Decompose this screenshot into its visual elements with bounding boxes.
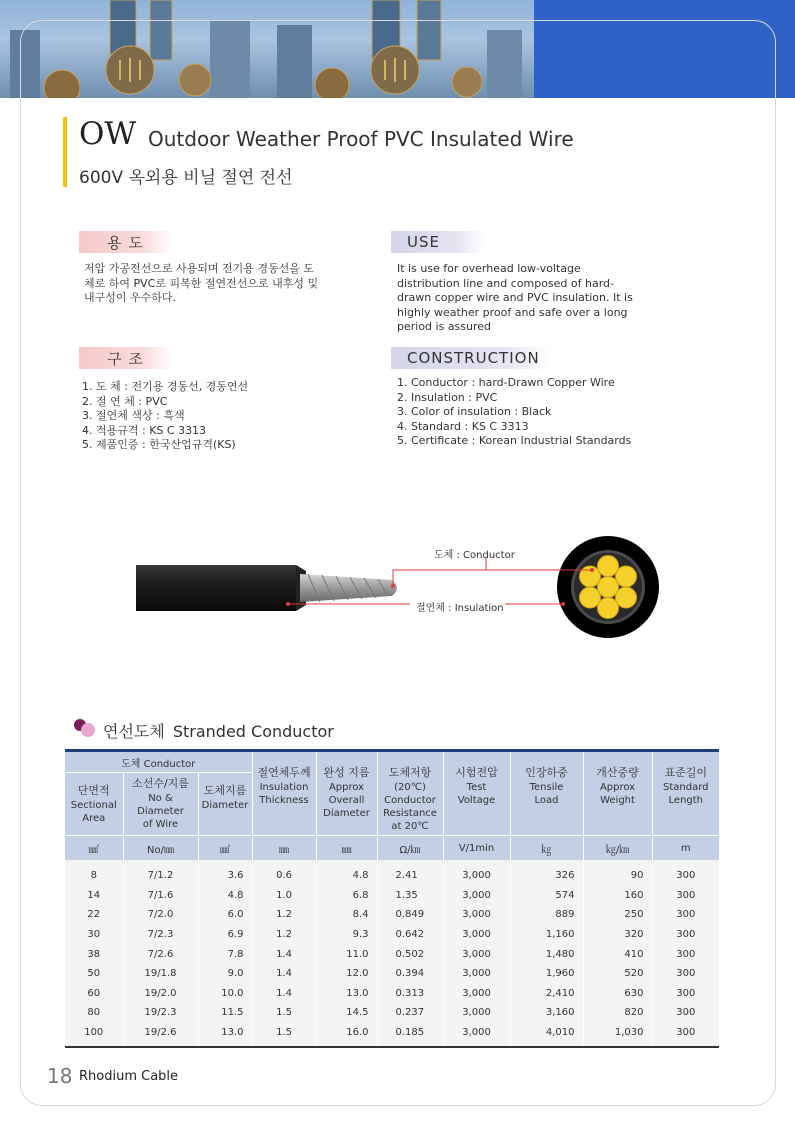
table-row bbox=[65, 1023, 719, 1048]
table-cell: 38 bbox=[65, 944, 123, 964]
construction-en-line: 5. Certificate : Korean Industrial Standards bbox=[397, 434, 632, 447]
table-cell: 4,010 bbox=[510, 1023, 583, 1048]
table-row bbox=[65, 886, 719, 906]
table-cell: 9.3 bbox=[316, 925, 377, 945]
table-cell: 0.642 bbox=[377, 925, 443, 945]
table-cell: 80 bbox=[65, 1003, 123, 1023]
use-en-line: It is use for overhead low-voltage bbox=[397, 262, 581, 275]
table-cell: 11.0 bbox=[316, 944, 377, 964]
table-cell: 100 bbox=[65, 1023, 123, 1048]
col-header-test-voltage bbox=[443, 751, 510, 836]
table-cell: 0.394 bbox=[377, 964, 443, 984]
use-ko-line: 내구성이 우수하다. bbox=[84, 291, 177, 304]
col-en: Diameter bbox=[201, 799, 249, 811]
use-ko-line: 저압 가공전선으로 사용되며 전기용 경동선을 도 bbox=[84, 262, 315, 275]
table-row bbox=[65, 860, 719, 886]
table-cell: 90 bbox=[583, 860, 652, 886]
unit-cell: ㎏/㎞ bbox=[583, 836, 652, 861]
table-cell: 13.0 bbox=[198, 1023, 252, 1048]
table-cell: 6.9 bbox=[198, 925, 252, 945]
table-cell: 326 bbox=[510, 860, 583, 886]
table-cell: 4.8 bbox=[198, 886, 252, 906]
table-cell: 1,960 bbox=[510, 964, 583, 984]
table-cell: 14 bbox=[65, 886, 123, 906]
construction-en-line: 1. Conductor : hard-Drawn Copper Wire bbox=[397, 376, 615, 389]
table-cell: 3,000 bbox=[443, 1023, 510, 1048]
col-en: (20℃) bbox=[394, 782, 426, 793]
table-cell: 12.0 bbox=[316, 964, 377, 984]
table-row bbox=[65, 964, 719, 984]
use-en-line: highly weather proof and safe over a long bbox=[397, 305, 628, 319]
table-cell: 2,410 bbox=[510, 984, 583, 1004]
table-cell: 300 bbox=[652, 1003, 719, 1023]
table-cell: 820 bbox=[583, 1003, 652, 1023]
col-header-conductor-resistance bbox=[377, 751, 443, 836]
table-cell: 3,000 bbox=[443, 860, 510, 886]
table-cell: 1,160 bbox=[510, 925, 583, 945]
table-cell: 1,480 bbox=[510, 944, 583, 964]
table-cell: 8.4 bbox=[316, 905, 377, 925]
col-en: Tensile bbox=[529, 782, 564, 793]
use-en-line: distribution line and composed of hard- bbox=[397, 276, 614, 290]
table-cell: 6.8 bbox=[316, 886, 377, 906]
table-cell: 19/2.0 bbox=[123, 984, 198, 1004]
table-cell: 160 bbox=[583, 886, 652, 906]
col-en: Approx bbox=[328, 782, 365, 793]
col-en: Conductor bbox=[384, 795, 436, 806]
table-cell: 0.185 bbox=[377, 1023, 443, 1048]
table-cell: 320 bbox=[583, 925, 652, 945]
table-cell: 0.849 bbox=[377, 905, 443, 925]
table-row bbox=[65, 944, 719, 964]
col-header-standard-length bbox=[652, 751, 719, 836]
product-code: OW bbox=[79, 116, 137, 152]
table-cell: 1.0 bbox=[252, 886, 316, 906]
unit-cell: V/1min bbox=[443, 836, 510, 861]
col-ko: 인장하중 bbox=[525, 766, 568, 779]
col-en: of Wire bbox=[142, 819, 179, 830]
table-cell: 6.0 bbox=[198, 905, 252, 925]
table-cell: 1.2 bbox=[252, 905, 316, 925]
table-cell: 13.0 bbox=[316, 984, 377, 1004]
table-cell: 889 bbox=[510, 905, 583, 925]
table-cell: 300 bbox=[652, 944, 719, 964]
table-cell: 3,160 bbox=[510, 1003, 583, 1023]
col-ko: 절연체두께 bbox=[257, 766, 311, 779]
col-en: Thickness bbox=[259, 795, 309, 806]
table-cell: 1.4 bbox=[252, 944, 316, 964]
table-cell: 410 bbox=[583, 944, 652, 964]
table-cell: 3,000 bbox=[443, 944, 510, 964]
table-cell: 300 bbox=[652, 925, 719, 945]
table-cell: 8 bbox=[65, 860, 123, 886]
table-cell: 10.0 bbox=[198, 984, 252, 1004]
col-en: Diameter bbox=[323, 808, 370, 819]
table-cell: 1.4 bbox=[252, 964, 316, 984]
table-cell: 3,000 bbox=[443, 984, 510, 1004]
table-cell: 7/2.3 bbox=[123, 925, 198, 945]
table-cell: 30 bbox=[65, 925, 123, 945]
conductor-group-header: 도체 Conductor bbox=[65, 751, 252, 773]
col-ko: 표준길이 bbox=[664, 766, 708, 779]
use-label-en: USE bbox=[391, 231, 484, 253]
table-cell: 19/2.3 bbox=[123, 1003, 198, 1023]
col-ko: 시험전압 bbox=[455, 766, 498, 779]
brand-name: Rhodium Cable bbox=[79, 1069, 179, 1084]
table-cell: 300 bbox=[652, 1023, 719, 1048]
col-en: Area bbox=[82, 812, 106, 824]
table-cell: 1.5 bbox=[252, 1003, 316, 1023]
col-header-tensile-load bbox=[510, 751, 583, 836]
col-en: Overall bbox=[328, 795, 365, 806]
table-row bbox=[65, 1003, 719, 1023]
table-title-ko: 연선도체 bbox=[103, 722, 165, 741]
unit-cell: No/㎜ bbox=[123, 836, 198, 861]
col-en: at 20℃ bbox=[391, 821, 429, 832]
col-ko: 완성 지름 bbox=[323, 766, 370, 779]
unit-cell: ㎟ bbox=[198, 836, 252, 861]
bullet-dots-icon bbox=[72, 717, 98, 739]
table-cell: 19/2.6 bbox=[123, 1023, 198, 1048]
col-ko: 개산중량 bbox=[596, 766, 639, 779]
table-section-title bbox=[103, 719, 334, 742]
unit-cell: m bbox=[652, 836, 719, 861]
table-cell: 3,000 bbox=[443, 886, 510, 906]
table-cell: 1.35 bbox=[377, 886, 443, 906]
col-en: Length bbox=[668, 795, 704, 806]
table-cell: 3,000 bbox=[443, 925, 510, 945]
spec-table bbox=[65, 749, 719, 1048]
col-en: No & Diameter bbox=[137, 793, 184, 817]
col-en: Resistance bbox=[383, 808, 437, 819]
table-cell: 0.502 bbox=[377, 944, 443, 964]
construction-label-en: CONSTRUCTION bbox=[391, 347, 551, 369]
col-ko: 도체지름 bbox=[203, 783, 247, 797]
table-cell: 7/2.0 bbox=[123, 905, 198, 925]
use-text-en bbox=[397, 262, 633, 335]
table-cell: 1.4 bbox=[252, 984, 316, 1004]
table-cell: 3.6 bbox=[198, 860, 252, 886]
col-en: Sectional bbox=[70, 799, 117, 811]
col-en: Standard bbox=[663, 782, 709, 793]
table-cell: 22 bbox=[65, 905, 123, 925]
col-en: Test bbox=[466, 782, 487, 793]
product-title-ko: 600V 옥외용 비닐 절연 전선 bbox=[79, 168, 293, 188]
construction-text-ko bbox=[82, 380, 248, 453]
table-cell: 300 bbox=[652, 964, 719, 984]
table-cell: 1.2 bbox=[252, 925, 316, 945]
table-cell: 574 bbox=[510, 886, 583, 906]
construction-label-ko: 구 조 bbox=[79, 347, 172, 369]
table-cell: 11.5 bbox=[198, 1003, 252, 1023]
col-header-overall-diameter bbox=[316, 751, 377, 836]
use-label-ko: 용 도 bbox=[79, 231, 172, 253]
col-en: Insulation bbox=[259, 782, 309, 793]
table-cell: 2.41 bbox=[377, 860, 443, 886]
construction-en-line: 2. Insulation : PVC bbox=[397, 390, 498, 404]
use-ko-line: 체로 하여 PVC로 피복한 절연전선으로 내후성 및 bbox=[84, 276, 319, 290]
use-text-ko bbox=[84, 262, 318, 306]
table-cell: 300 bbox=[652, 905, 719, 925]
unit-cell: Ω/㎞ bbox=[377, 836, 443, 861]
table-cell: 1.5 bbox=[252, 1023, 316, 1048]
construction-ko-line: 1. 도 체 : 전기용 경동선, 경동연선 bbox=[82, 380, 249, 393]
table-cell: 0.6 bbox=[252, 860, 316, 886]
table-cell: 250 bbox=[583, 905, 652, 925]
table-cell: 50 bbox=[65, 964, 123, 984]
construction-text-en bbox=[397, 376, 631, 449]
table-cell: 0.237 bbox=[377, 1003, 443, 1023]
table-cell: 60 bbox=[65, 984, 123, 1004]
construction-ko-line: 2. 절 연 체 : PVC bbox=[82, 394, 168, 408]
spec-table-body bbox=[65, 860, 719, 1047]
product-title-en: Outdoor Weather Proof PVC Insulated Wire bbox=[148, 127, 574, 151]
construction-ko-line: 5. 제품인증 : 한국산업규격(KS) bbox=[82, 438, 236, 451]
table-cell: 7/1.2 bbox=[123, 860, 198, 886]
table-cell: 19/1.8 bbox=[123, 964, 198, 984]
table-cell: 3,000 bbox=[443, 905, 510, 925]
table-title-en: Stranded Conductor bbox=[172, 722, 334, 741]
unit-cell: ㎟ bbox=[65, 836, 123, 861]
use-en-line: drawn copper wire and PVC insulation. It is bbox=[397, 291, 633, 304]
table-cell: 0.313 bbox=[377, 984, 443, 1004]
title-accent-bar bbox=[63, 117, 67, 187]
table-cell: 16.0 bbox=[316, 1023, 377, 1048]
use-en-line: period is assured bbox=[397, 320, 492, 333]
table-cell: 9.0 bbox=[198, 964, 252, 984]
table-cell: 630 bbox=[583, 984, 652, 1004]
table-cell: 300 bbox=[652, 984, 719, 1004]
col-header-wire-no-diameter bbox=[123, 773, 198, 836]
col-header-sectional-area bbox=[65, 773, 123, 836]
table-cell: 7/1.6 bbox=[123, 886, 198, 906]
col-header-approx-weight bbox=[583, 751, 652, 836]
col-en: Approx bbox=[599, 782, 636, 793]
table-cell: 300 bbox=[652, 886, 719, 906]
table-row bbox=[65, 984, 719, 1004]
table-cell: 1,030 bbox=[583, 1023, 652, 1048]
conductor-callout: 도체 : Conductor bbox=[434, 550, 515, 561]
unit-cell: ㎏ bbox=[510, 836, 583, 861]
construction-ko-line: 4. 적용규격 : KS C 3313 bbox=[82, 423, 207, 437]
table-cell: 520 bbox=[583, 964, 652, 984]
unit-cell: ㎜ bbox=[316, 836, 377, 861]
table-cell: 3,000 bbox=[443, 964, 510, 984]
construction-en-line: 4. Standard : KS C 3313 bbox=[397, 419, 529, 433]
page-number: 18 bbox=[47, 1064, 73, 1088]
insulation-callout: 절연체 : Insulation bbox=[416, 603, 504, 614]
construction-en-line: 3. Color of insulation : Black bbox=[397, 405, 552, 418]
table-cell: 4.8 bbox=[316, 860, 377, 886]
col-header-conductor-diameter bbox=[198, 773, 252, 836]
table-cell: 7.8 bbox=[198, 944, 252, 964]
col-en: Weight bbox=[600, 795, 635, 806]
table-cell: 7/2.6 bbox=[123, 944, 198, 964]
table-cell: 3,000 bbox=[443, 1003, 510, 1023]
table-row bbox=[65, 925, 719, 945]
unit-cell: ㎜ bbox=[252, 836, 316, 861]
col-ko: 도체저항 bbox=[388, 766, 432, 779]
col-ko: 단면적 bbox=[77, 783, 110, 797]
col-header-insulation-thickness bbox=[252, 751, 316, 836]
table-cell: 14.5 bbox=[316, 1003, 377, 1023]
table-row bbox=[65, 905, 719, 925]
col-ko: 소선수/지름 bbox=[132, 777, 189, 790]
table-cell: 300 bbox=[652, 860, 719, 886]
construction-ko-line: 3. 절연체 색상 : 흑색 bbox=[82, 409, 185, 422]
col-en: Voltage bbox=[457, 795, 496, 806]
col-en: Load bbox=[534, 795, 559, 806]
